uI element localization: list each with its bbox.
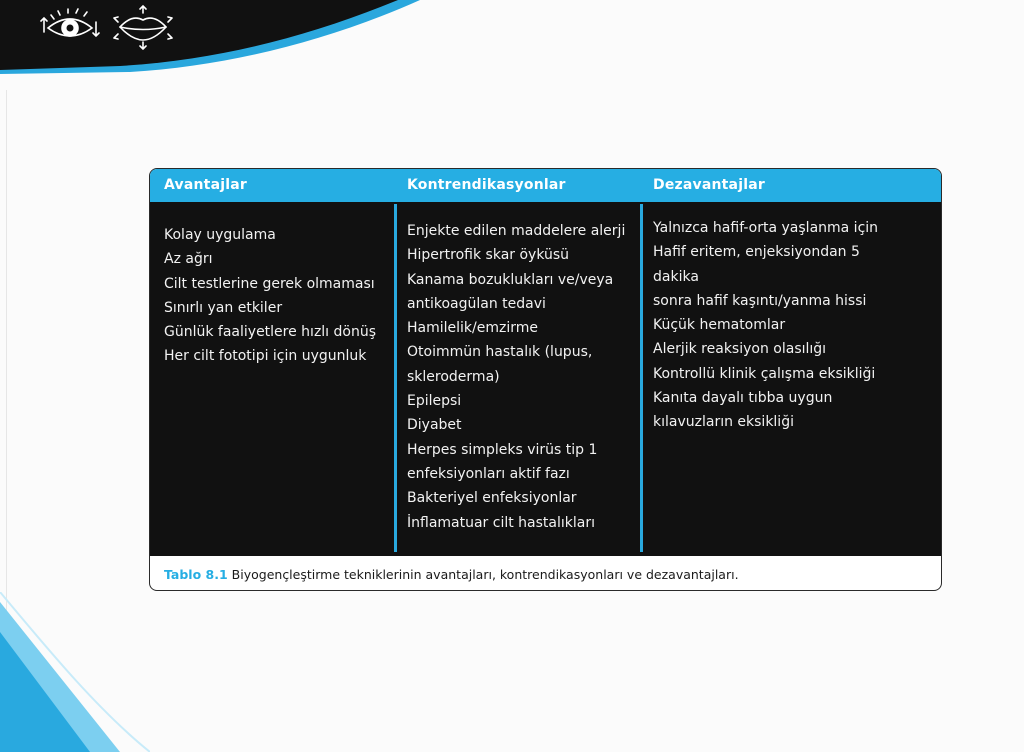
bottom-corner-decoration xyxy=(0,592,150,752)
column-divider xyxy=(394,204,397,552)
list-item: Küçük hematomlar xyxy=(653,317,786,334)
table-body xyxy=(150,202,941,556)
list-item: Her cilt fototipi için uygunluk xyxy=(164,348,367,365)
list-item: Günlük faaliyetlere hızlı dönüş xyxy=(164,324,377,341)
list-item: Hafif eritem, enjeksiyondan 5 xyxy=(653,244,860,261)
list-item: Kontrollü klinik çalışma eksikliği xyxy=(653,365,876,382)
caption-label: Tablo 8.1 xyxy=(164,567,228,582)
list-item: Cilt testlerine gerek olmaması xyxy=(164,275,375,292)
column-kontrendikasyonlar xyxy=(407,219,625,535)
column-avantajlar xyxy=(164,223,376,369)
column-divider xyxy=(640,204,643,552)
list-item: Yalnızca hafif-orta yaşlanma için xyxy=(653,220,879,236)
list-item: Enjekte edilen maddelere alerji xyxy=(407,223,626,239)
table-caption xyxy=(164,567,739,582)
caption-text: Biyogençleştirme tekniklerinin avantajları, kontrendikasyonları ve dezavantajları. xyxy=(231,567,739,582)
table-8-1 xyxy=(149,168,942,591)
header-kontrendikasyonlar: Kontrendikasyonlar xyxy=(407,177,566,193)
column-dezavantajlar xyxy=(653,216,878,435)
list-item: kılavuzların eksikliği xyxy=(653,414,794,431)
list-item: Az ağrı xyxy=(164,251,213,268)
list-item: Herpes simpleks virüs tip 1 xyxy=(407,441,598,458)
eye-icon xyxy=(38,4,102,48)
header-avantajlar: Avantajlar xyxy=(164,177,247,193)
list-item: Bakteriyel enfeksiyonlar xyxy=(407,490,577,507)
list-item: antikoagülan tedavi xyxy=(407,295,546,312)
list-item: Kanama bozuklukları ve/veya xyxy=(407,271,614,288)
list-item: Otoimmün hastalık (lupus, xyxy=(407,344,593,361)
list-item: Hamilelik/emzirme xyxy=(407,320,538,337)
list-item: Kolay uygulama xyxy=(164,227,276,243)
list-item: enfeksiyonları aktif fazı xyxy=(407,465,570,482)
table-header xyxy=(150,169,941,202)
list-item: Alerjik reaksiyon olasılığı xyxy=(653,341,827,358)
list-item: Kanıta dayalı tıbba uygun xyxy=(653,390,833,407)
list-item: Epilepsi xyxy=(407,393,462,410)
list-item: dakika xyxy=(653,268,699,285)
header-dezavantajlar: Dezavantajlar xyxy=(653,177,765,193)
list-item: Hipertrofik skar öyküsü xyxy=(407,247,570,264)
list-item: Diyabet xyxy=(407,417,462,434)
list-item: skleroderma) xyxy=(407,368,500,385)
list-item: İnflamatuar cilt hastalıkları xyxy=(407,514,595,531)
list-item: Sınırlı yan etkiler xyxy=(164,299,283,316)
list-item: sonra hafif kaşıntı/yanma hissi xyxy=(653,292,867,309)
lips-icon xyxy=(112,4,174,50)
